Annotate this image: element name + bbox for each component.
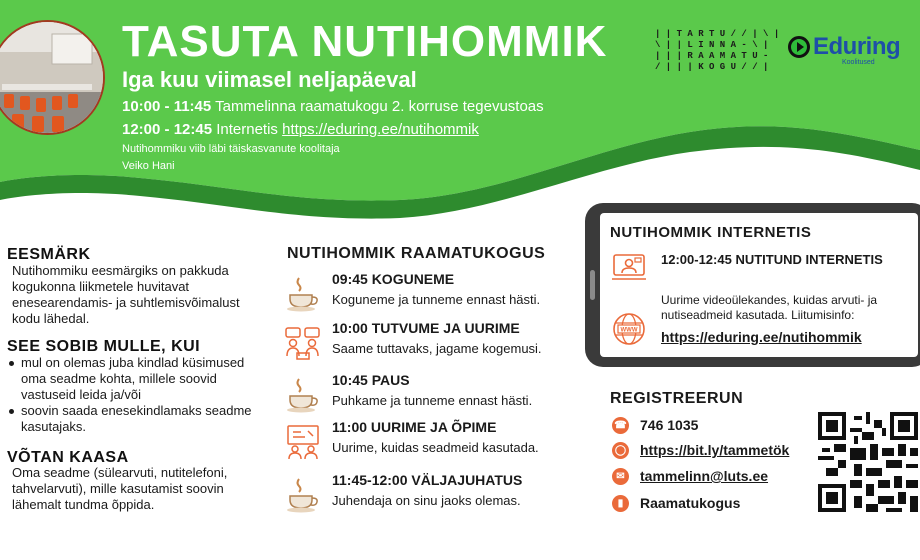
phone-button: [590, 270, 595, 300]
internet-session: 12:00-12:45 NUTITUND INTERNETIS: [661, 252, 883, 267]
schedule-line-library: [122, 99, 544, 114]
bring-heading: VÕTAN KAASA: [7, 449, 129, 466]
program-desc: Puhkame ja tunneme ennast hästi.: [332, 393, 533, 408]
logo-line: | | T A R T U / / | \ |: [655, 29, 780, 39]
coffee-cup-icon: [284, 275, 322, 313]
bookmark-icon: ▮: [612, 495, 629, 512]
registration-title: REGISTREERUN: [610, 390, 744, 407]
conversation-icon: [284, 324, 322, 362]
schedule-text: Internetis: [216, 121, 278, 138]
page-title: TASUTA NUTIHOMMIK: [122, 17, 608, 66]
schedule-time: 12:00 - 12:45: [122, 121, 213, 138]
eduring-tagline: Koolitused: [842, 59, 875, 66]
internet-title: NUTIHOMMIK INTERNETIS: [610, 224, 812, 241]
logo-line: / | | | K O G U / / |: [655, 62, 769, 72]
instructor-name: Veiko Hani: [122, 160, 175, 172]
goal-heading: EESMÄRK: [7, 246, 91, 263]
list-item: mul on olemas juba kindlad küsimused oma seadme kohta, millele soovid vastuseid leida ja/või: [7, 355, 262, 403]
email-address: tammelinn@luts.ee: [640, 468, 769, 484]
program-item: [284, 372, 574, 418]
registration-link[interactable]: [612, 441, 812, 461]
logo-line: | | | R A A M A T U -: [655, 51, 769, 61]
program-desc: Uurime, kuidas seadmeid kasutada.: [332, 440, 539, 455]
program-item: [284, 472, 574, 518]
bring-text: Oma seadme (sülearvuti, nutitelefoni, tahvelarvuti), mille kasutamist soovin lähemalt tundma õppida.: [12, 465, 228, 512]
registration-phone[interactable]: [612, 416, 812, 436]
suits-heading: SEE SOBIB MULLE, KUI: [7, 338, 201, 355]
eduring-name: Eduring: [813, 33, 901, 60]
program-item: [284, 419, 574, 465]
program-desc: Saame tuttavaks, jagame kogemusi.: [332, 341, 542, 356]
program-title: NUTIHOMMIK RAAMATUKOGUS: [287, 245, 546, 262]
program-time: 11:45-12:00 VÄLJAJUHATUS: [332, 472, 523, 488]
internet-link[interactable]: https://eduring.ee/nutihommik: [661, 329, 862, 345]
program-desc: Juhendaja on sinu jaoks olemas.: [332, 493, 521, 508]
program-time: 10:00 TUTVUME JA UURIME: [332, 320, 520, 336]
place-text: Raamatukogus: [640, 495, 741, 511]
registration-email[interactable]: [612, 467, 812, 487]
phone-number: 746 1035: [640, 417, 699, 433]
email-icon: ✉: [612, 468, 629, 485]
eduring-logo: [788, 33, 901, 66]
internet-description: Uurime videoülekandes, kuidas arvuti- ja nutiseadmeid kasutada. Liitumisinfo:: [661, 293, 878, 322]
short-link: https://bit.ly/tammetök: [640, 442, 790, 458]
coffee-cup-icon: [284, 376, 322, 414]
program-time: 10:45 PAUS: [332, 372, 410, 388]
web-globe-icon: [611, 311, 647, 347]
coffee-cup-icon: [284, 476, 322, 514]
phone-icon: ☎: [612, 417, 629, 434]
page-subtitle: Iga kuu viimasel neljapäeval: [122, 67, 417, 92]
program-item: [284, 320, 574, 366]
schedule-line-online: [122, 122, 479, 137]
program-item: [284, 271, 574, 317]
registration-place: [612, 494, 812, 514]
list-item: soovin saada enesekindlamaks seadme kasutajaks.: [7, 403, 262, 435]
suits-list: [7, 355, 262, 435]
tartu-library-logo: [655, 29, 780, 77]
program-desc: Koguneme ja tunneme ennast hästi.: [332, 292, 541, 307]
schedule-text: Tammelinna raamatukogu 2. korruse tegevustoas: [215, 98, 544, 115]
schedule-link[interactable]: https://eduring.ee/nutihommik: [282, 121, 479, 138]
play-icon: [788, 36, 810, 58]
schedule-time: 10:00 - 11:45: [122, 98, 212, 115]
svg-text:WWW: WWW: [620, 327, 638, 334]
video-call-icon: [611, 250, 647, 286]
qr-code[interactable]: [818, 412, 918, 512]
program-time: 09:45 KOGUNEME: [332, 271, 455, 287]
globe-icon: ◯: [612, 442, 629, 459]
instructor-note: Nutihommiku viib läbi täiskasvanute koolitaja: [122, 143, 340, 155]
goal-text: Nutihommiku eesmärgiks on pakkuda kogukonna liikmetele huvitavat enesearendamis- ja suhtlemisvõimalust kodu lähedal.: [12, 263, 240, 326]
logo-line: \ | | L I N N A - \ |: [655, 40, 769, 50]
program-time: 11:00 UURIME JA ÕPIME: [332, 419, 497, 435]
whiteboard-icon: [284, 423, 322, 461]
